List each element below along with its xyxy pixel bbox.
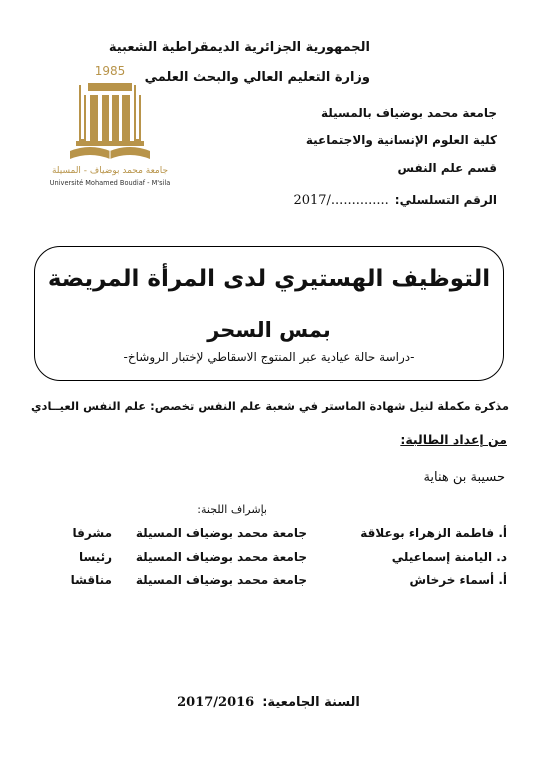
republic-heading: الجمهورية الجزائرية الديمقراطية الشعبية xyxy=(108,40,370,55)
committee-member-university: جامعة محمد بوضياف المسيلة xyxy=(135,526,307,540)
thesis-subtitle: -دراسة حالة عيادية عبر المنتوج الاسقاطي لإختبار الروشاخ- xyxy=(123,350,415,364)
prepared-by-label: من إعداد الطالبة: xyxy=(400,432,507,447)
logo-arabic-name: جامعة محمد بوضياف - المسيلة xyxy=(51,166,169,176)
thesis-title-line1: التوظيف الهستيري لدى المرأة المريضة xyxy=(47,266,491,292)
faculty-name: كلية العلوم الإنسانية والاجتماعية xyxy=(305,133,497,147)
university-logo xyxy=(40,55,180,195)
serial-number xyxy=(293,193,497,208)
serial-label: الرقم التسلسلي: xyxy=(394,193,497,207)
university-emblem-icon xyxy=(40,55,180,195)
department-name: قسم علم النفس xyxy=(397,161,497,175)
academic-year-value: 2017/2016 xyxy=(177,695,255,710)
logo-year: 1985 xyxy=(94,64,126,78)
serial-value: 2017/.............. xyxy=(293,193,389,208)
student-name: حسيبة بن هناية xyxy=(423,470,505,485)
committee-member-name: أ. فاطمة الزهراء بوعلاقة xyxy=(360,526,507,540)
ministry-heading: وزارة التعليم العالي والبحث العلمي xyxy=(144,70,370,85)
thesis-title-line2: بمس السحر xyxy=(207,318,331,342)
academic-year xyxy=(0,695,537,710)
committee-member-university: جامعة محمد بوضياف المسيلة xyxy=(135,573,307,587)
committee-member-role: مناقشا xyxy=(70,573,112,587)
committee-member-name: أ. أسماء خرخاش xyxy=(409,573,507,587)
committee-member-role: رئيسا xyxy=(78,550,112,564)
memo-description: مذكرة مكملة لنيل شهادة الماستر في شعبة علم النفس تخصص: علم النفس العيــادي xyxy=(31,399,509,413)
committee-member-university: جامعة محمد بوضياف المسيلة xyxy=(135,550,307,564)
committee-label: بإشراف اللجنة: xyxy=(197,503,267,516)
logo-french-name: Université Mohamed Boudiaf - M'sila xyxy=(49,179,171,187)
university-name: جامعة محمد بوضياف بالمسيلة xyxy=(320,106,497,120)
committee-member-role: مشرفا xyxy=(72,526,112,540)
academic-year-label: السنة الجامعية: xyxy=(262,695,360,710)
committee-member-name: د. اليامنة إسماعيلي xyxy=(391,550,507,564)
